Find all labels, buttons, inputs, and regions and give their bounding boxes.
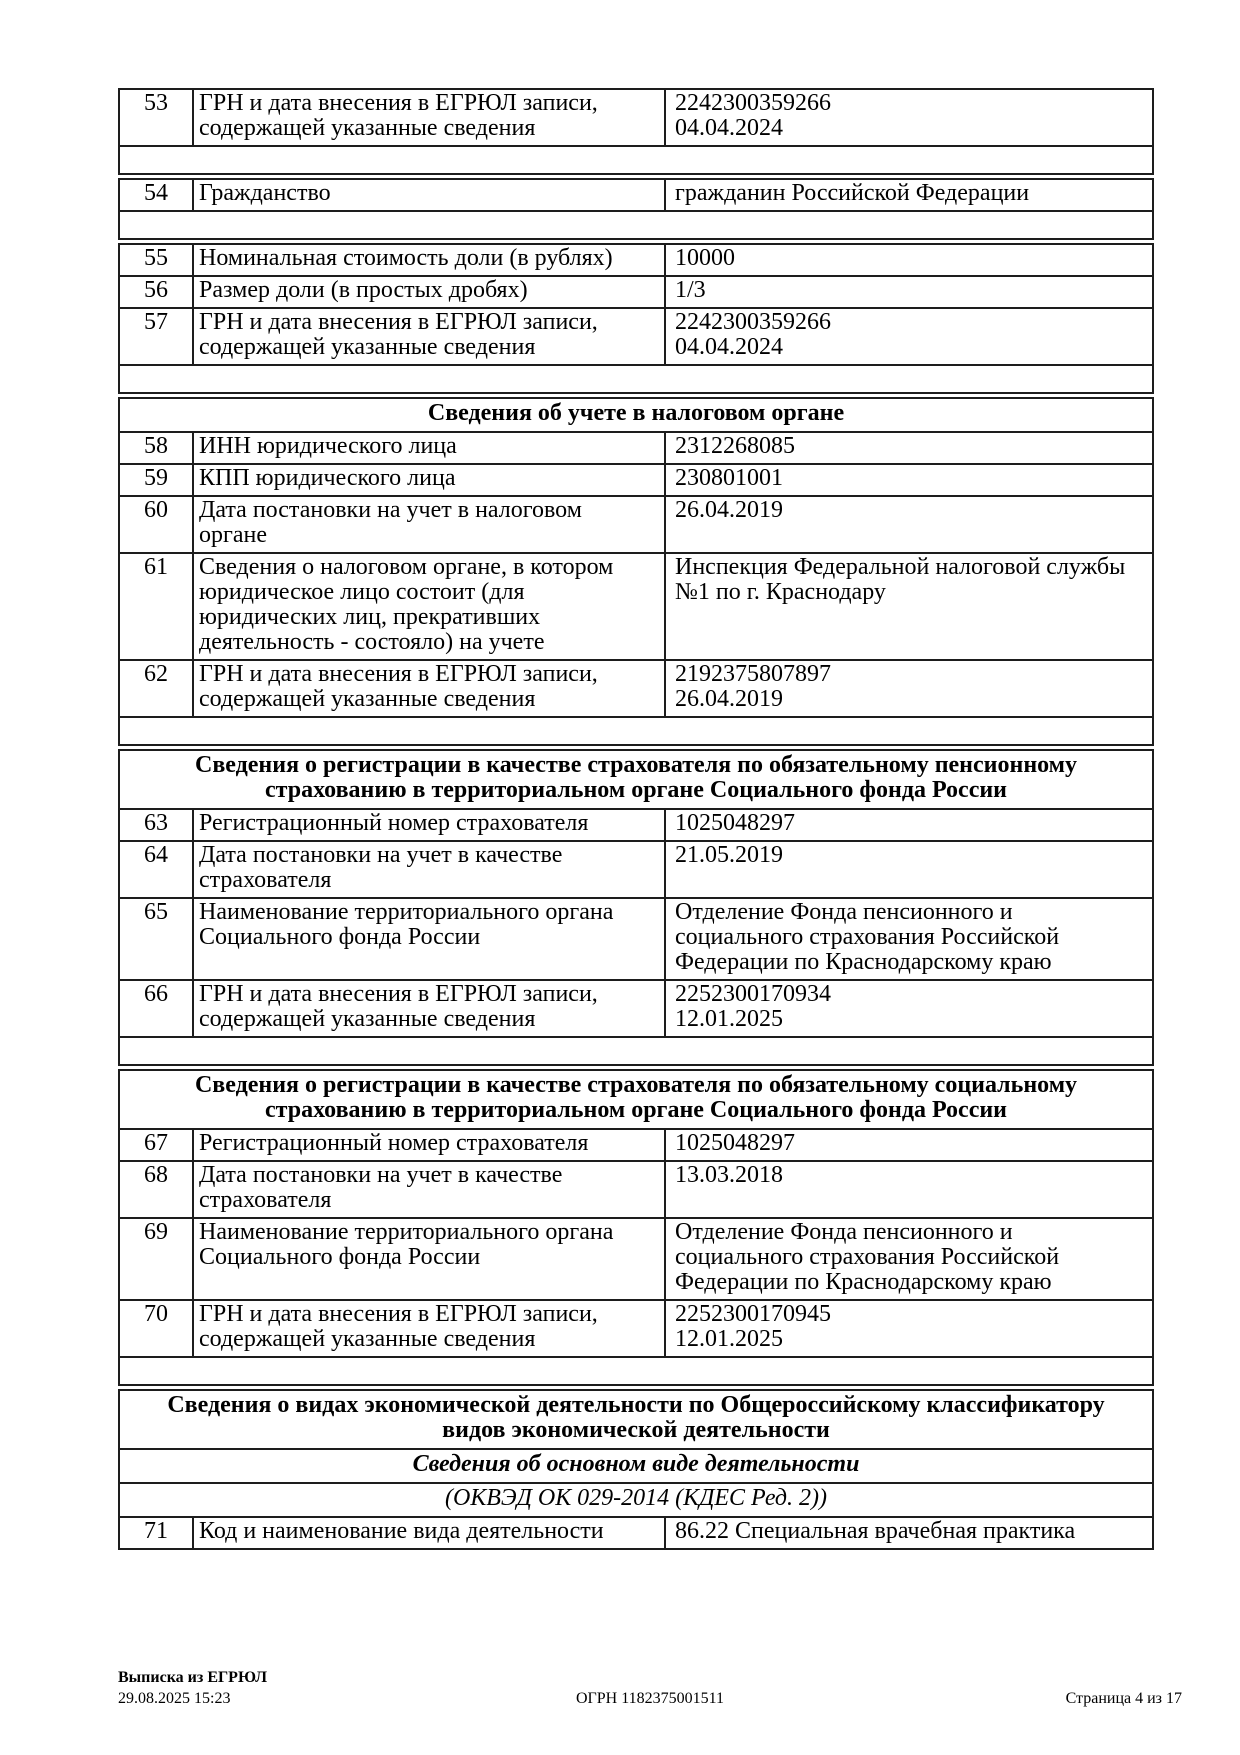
value-line: Инспекция Федеральной налоговой службы — [675, 554, 1126, 580]
row-number-cell: 61 — [119, 553, 193, 660]
label-line: ГРН и дата внесения в ЕГРЮЛ записи, — [199, 309, 598, 335]
row-value-cell — [665, 809, 1153, 841]
row-label-cell — [193, 1161, 665, 1218]
footer-datetime: 29.08.2025 15:23 — [118, 1690, 231, 1707]
value-line: 21.05.2019 — [675, 842, 783, 868]
section-header-line: Сведения о регистрации в качестве страхователя по обязательному пенсионному — [194, 752, 1078, 778]
row-value-cell — [665, 276, 1153, 308]
footer-page-number: Страница 4 из 17 — [1065, 1690, 1182, 1707]
row-value-cell — [665, 1218, 1153, 1300]
table-block-okved — [118, 1389, 1154, 1550]
subsection-header-row — [119, 1449, 1153, 1483]
spacer-row — [119, 211, 1153, 239]
spacer-row — [119, 717, 1153, 745]
value-line: 1025048297 — [675, 810, 795, 836]
row-number-cell: 71 — [119, 1517, 193, 1549]
row-number-cell: 59 — [119, 464, 193, 496]
value-line: 2242300359266 — [675, 90, 831, 116]
table-row — [119, 898, 1153, 980]
row-value-cell — [665, 1129, 1153, 1161]
spacer-row — [119, 1357, 1153, 1385]
row-value-cell — [665, 841, 1153, 898]
label-line: содержащей указанные сведения — [199, 686, 536, 712]
row-label-cell — [193, 841, 665, 898]
label-line: страхователя — [199, 1187, 332, 1213]
table-block-pension — [118, 749, 1154, 1066]
table-row — [119, 308, 1153, 365]
table-row — [119, 276, 1153, 308]
row-label-cell — [193, 179, 665, 211]
label-line: ГРН и дата внесения в ЕГРЮЛ записи, — [199, 981, 598, 1007]
subsection-header — [119, 1449, 1153, 1483]
value-line: №1 по г. Краснодару — [675, 579, 886, 605]
spacer-cell — [119, 1357, 1153, 1385]
row-label-cell — [193, 432, 665, 464]
table-block-54 — [118, 178, 1154, 240]
section-header-line: Сведения о регистрации в качестве страхователя по обязательному социальному — [194, 1072, 1078, 1098]
label-line: Наименование территориального органа — [199, 1219, 614, 1245]
row-value-cell — [665, 660, 1153, 717]
row-label-cell — [193, 464, 665, 496]
value-line: 12.01.2025 — [675, 1326, 783, 1352]
label-line: КПП юридического лица — [199, 465, 456, 491]
row-number-cell: 70 — [119, 1300, 193, 1357]
section-header-row — [119, 1070, 1153, 1129]
section-header — [119, 750, 1153, 809]
row-label-cell — [193, 496, 665, 553]
row-label-cell — [193, 276, 665, 308]
label-line: Социального фонда России — [199, 924, 481, 950]
row-label-cell — [193, 898, 665, 980]
table-row — [119, 841, 1153, 898]
label-line: юридических лиц, прекративших — [199, 604, 541, 630]
table-block-tax — [118, 397, 1154, 746]
spacer-cell — [119, 1037, 1153, 1065]
row-value-cell — [665, 898, 1153, 980]
footer-document-title: Выписка из ЕГРЮЛ — [118, 1669, 268, 1686]
spacer-row — [119, 365, 1153, 393]
row-number-cell: 58 — [119, 432, 193, 464]
label-line: Номинальная стоимость доли (в рублях) — [199, 245, 613, 271]
row-label-cell — [193, 553, 665, 660]
label-line: Регистрационный номер страхователя — [199, 1130, 589, 1156]
section-header-line: видов экономической деятельности — [442, 1417, 830, 1443]
spacer-cell — [119, 717, 1153, 745]
table-row — [119, 244, 1153, 276]
value-line: 230801001 — [675, 465, 783, 491]
row-value-cell — [665, 464, 1153, 496]
value-line: 04.04.2024 — [675, 115, 783, 141]
label-line: Сведения о налоговом органе, в котором — [199, 554, 614, 580]
row-number-cell: 54 — [119, 179, 193, 211]
row-number-cell: 64 — [119, 841, 193, 898]
section-header-line: страхованию в территориальном органе Социального фонда России — [265, 777, 1007, 803]
row-number-cell: 55 — [119, 244, 193, 276]
row-value-cell — [665, 179, 1153, 211]
table-row — [119, 464, 1153, 496]
spacer-row — [119, 1037, 1153, 1065]
row-number-cell: 60 — [119, 496, 193, 553]
row-label-cell — [193, 660, 665, 717]
label-line: ГРН и дата внесения в ЕГРЮЛ записи, — [199, 661, 598, 687]
table-block-53 — [118, 88, 1154, 175]
value-line: 86.22 Специальная врачебная практика — [675, 1518, 1076, 1544]
table-row — [119, 553, 1153, 660]
value-line: Отделение Фонда пенсионного и — [675, 899, 1013, 925]
table-block-55-57 — [118, 243, 1154, 394]
section-header-line: страхованию в территориальном органе Социального фонда России — [265, 1097, 1008, 1123]
table-row — [119, 179, 1153, 211]
row-number-cell: 57 — [119, 308, 193, 365]
table-row — [119, 89, 1153, 146]
row-value-cell — [665, 1517, 1153, 1549]
row-number-cell: 66 — [119, 980, 193, 1037]
label-line: юридическое лицо состоит (для — [199, 579, 525, 605]
table-row — [119, 1129, 1153, 1161]
label-line: Код и наименование вида деятельности — [199, 1518, 604, 1544]
row-number-cell: 53 — [119, 89, 193, 146]
table-row — [119, 809, 1153, 841]
row-value-cell — [665, 1161, 1153, 1218]
row-label-cell — [193, 308, 665, 365]
table-row — [119, 1161, 1153, 1218]
row-number-cell: 62 — [119, 660, 193, 717]
okved-header — [119, 1483, 1153, 1517]
label-line: Гражданство — [199, 180, 331, 206]
label-line: содержащей указанные сведения — [199, 1006, 536, 1032]
row-label-cell — [193, 1300, 665, 1357]
row-value-cell — [665, 89, 1153, 146]
value-line: 04.04.2024 — [675, 334, 783, 360]
label-line: деятельность - состояло) на учете — [199, 629, 545, 655]
label-line: Дата постановки на учет в налоговом — [199, 497, 582, 523]
okved-header-row — [119, 1483, 1153, 1517]
row-label-cell — [193, 980, 665, 1037]
row-label-cell — [193, 809, 665, 841]
row-value-cell — [665, 244, 1153, 276]
label-line: Наименование территориального органа — [199, 899, 614, 925]
label-line: ГРН и дата внесения в ЕГРЮЛ записи, — [199, 90, 598, 116]
subsection-header-line: Сведения об основном виде деятельности — [412, 1451, 860, 1477]
value-line: социального страхования Российской — [675, 924, 1060, 950]
value-line: Отделение Фонда пенсионного и — [675, 1219, 1013, 1245]
value-line: 26.04.2019 — [675, 686, 783, 712]
footer-ogrn: ОГРН 1182375001511 — [575, 1690, 725, 1707]
label-line: ИНН юридического лица — [199, 433, 457, 459]
row-number-cell: 69 — [119, 1218, 193, 1300]
okved-header-line: (ОКВЭД ОК 029-2014 (КДЕС Ред. 2)) — [445, 1485, 828, 1511]
row-value-cell — [665, 1300, 1153, 1357]
value-line: гражданин Российской Федерации — [675, 180, 1030, 206]
label-line: Социального фонда России — [199, 1244, 481, 1270]
section-header — [119, 398, 1153, 432]
value-line: 1025048297 — [675, 1130, 795, 1156]
value-line: 2242300359266 — [675, 309, 831, 335]
table-block-social — [118, 1069, 1154, 1386]
value-line: Федерации по Краснодарскому краю — [675, 949, 1052, 975]
spacer-cell — [119, 211, 1153, 239]
label-line: страхователя — [199, 867, 332, 893]
value-line: 10000 — [675, 245, 735, 271]
row-number-cell: 67 — [119, 1129, 193, 1161]
table-row — [119, 1218, 1153, 1300]
row-label-cell — [193, 1517, 665, 1549]
row-value-cell — [665, 432, 1153, 464]
value-line: 2192375807897 — [675, 661, 831, 687]
label-line: Регистрационный номер страхователя — [199, 810, 589, 836]
table-row — [119, 1300, 1153, 1357]
row-number-cell: 68 — [119, 1161, 193, 1218]
label-line: содержащей указанные сведения — [199, 334, 536, 360]
table-row — [119, 660, 1153, 717]
row-label-cell — [193, 244, 665, 276]
value-line: 26.04.2019 — [675, 497, 783, 523]
section-header — [119, 1070, 1153, 1129]
label-line: Дата постановки на учет в качестве — [199, 1162, 563, 1188]
value-line: 2252300170945 — [675, 1301, 831, 1327]
row-value-cell — [665, 308, 1153, 365]
table-row — [119, 1517, 1153, 1549]
row-number-cell: 65 — [119, 898, 193, 980]
value-line: 13.03.2018 — [675, 1162, 783, 1188]
spacer-cell — [119, 146, 1153, 174]
row-label-cell — [193, 1218, 665, 1300]
label-line: органе — [199, 522, 267, 548]
value-line: 12.01.2025 — [675, 1006, 783, 1032]
section-header — [119, 1390, 1153, 1449]
value-line: Федерации по Краснодарскому краю — [675, 1269, 1052, 1295]
table-row — [119, 496, 1153, 553]
value-line: 1/3 — [675, 277, 706, 303]
value-line: 2312268085 — [675, 433, 795, 459]
section-header-line: Сведения об учете в налоговом органе — [427, 400, 845, 426]
label-line: содержащей указанные сведения — [199, 115, 536, 141]
section-header-row — [119, 750, 1153, 809]
table-row — [119, 980, 1153, 1037]
row-value-cell — [665, 553, 1153, 660]
value-line: социального страхования Российской — [675, 1244, 1060, 1270]
section-header-line: Сведения о видах экономической деятельности по Общероссийскому классификатору — [167, 1392, 1105, 1418]
row-label-cell — [193, 89, 665, 146]
section-header-row — [119, 398, 1153, 432]
label-line: содержащей указанные сведения — [199, 1326, 536, 1352]
document-table-area — [118, 88, 1152, 1553]
label-line: Размер доли (в простых дробях) — [199, 277, 528, 303]
value-line: 2252300170934 — [675, 981, 831, 1007]
row-number-cell: 63 — [119, 809, 193, 841]
row-number-cell: 56 — [119, 276, 193, 308]
section-header-row — [119, 1390, 1153, 1449]
label-line: Дата постановки на учет в качестве — [199, 842, 563, 868]
label-line: ГРН и дата внесения в ЕГРЮЛ записи, — [199, 1301, 598, 1327]
row-label-cell — [193, 1129, 665, 1161]
row-value-cell — [665, 980, 1153, 1037]
table-row — [119, 432, 1153, 464]
spacer-row — [119, 146, 1153, 174]
spacer-cell — [119, 365, 1153, 393]
row-value-cell — [665, 496, 1153, 553]
